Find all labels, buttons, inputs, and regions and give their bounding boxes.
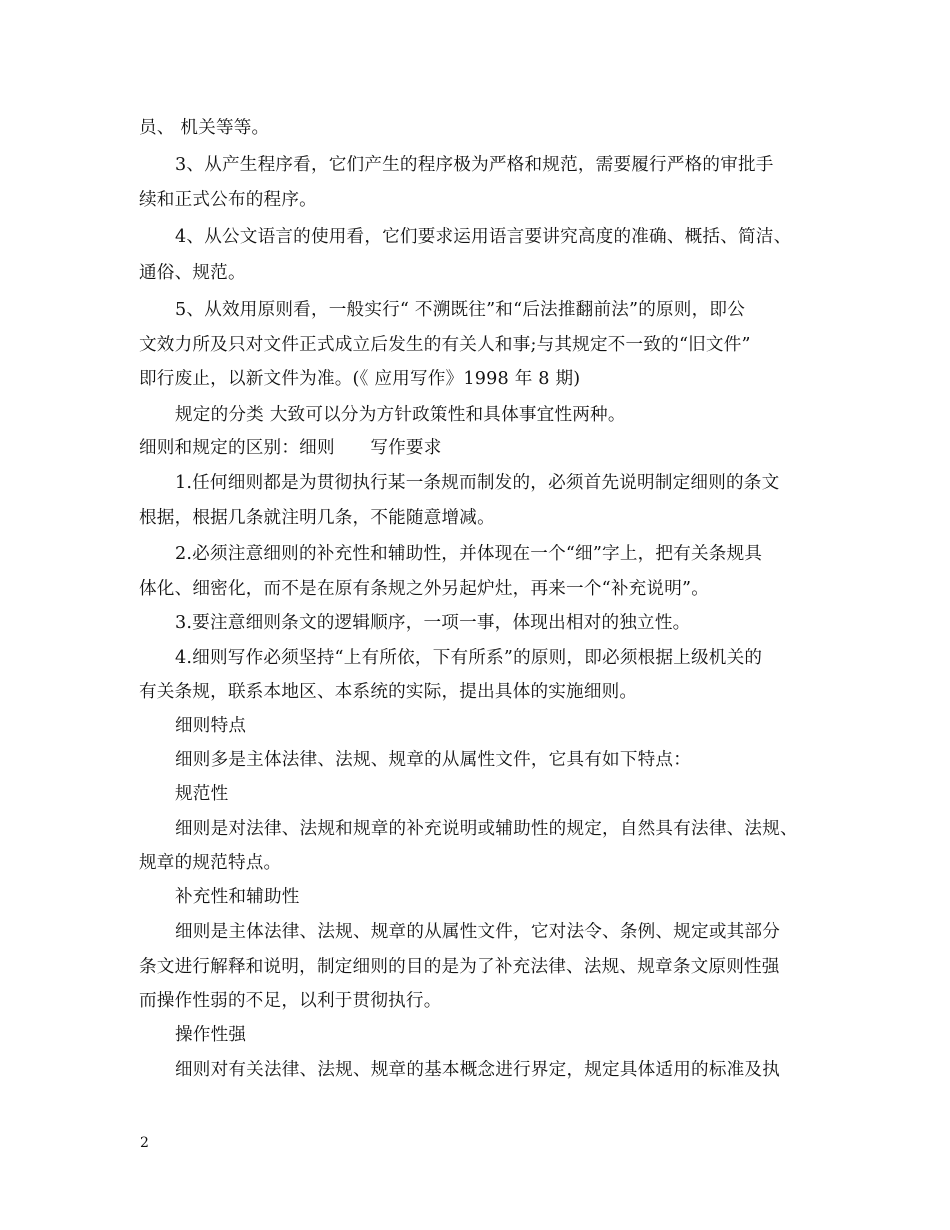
text-line-8: 即行废止，以新文件为准。(《 应用写作》1998 年 8 期) — [139, 369, 581, 389]
text-line-7: 文效力所及只对文件正式成立后发生的有关人和事;与其规定不一致的“旧文件” — [139, 335, 751, 355]
text-line-15: 3.要注意细则条文的逻辑顺序，一项一事，体现出相对的独立性。 — [175, 613, 691, 633]
text-line-5: 通俗、规范。 — [139, 263, 246, 283]
text-line-11: 1.任何细则都是为贯彻执行某一条规而制发的，必须首先说明制定细则的条文 — [175, 473, 780, 493]
text-line-2: 3、从产生程序看，它们产生的程序极为严格和规范，需要履行严格的审批手 — [175, 155, 774, 175]
text-line-21: 细则是对法律、法规和规章的补充说明或辅助性的规定，自然具有法律、法规、 — [175, 819, 798, 839]
text-line-18: 细则特点 — [175, 716, 247, 736]
text-line-23: 补充性和辅助性 — [175, 887, 300, 907]
text-line-16: 4.细则写作必须坚持“上有所依，下有所系”的原则，即必须根据上级机关的 — [175, 648, 763, 668]
text-line-1: 员、 机关等等。 — [139, 118, 270, 138]
text-line-19: 细则多是主体法律、法规、规章的从属性文件，它具有如下特点： — [175, 750, 692, 770]
text-line-27: 操作性强 — [175, 1025, 247, 1045]
text-line-22: 规章的规范特点。 — [139, 853, 282, 873]
text-line-10: 细则和规定的区别：细则 写作要求 — [139, 438, 442, 458]
text-line-9: 规定的分类 大致可以分为方针政策性和具体事宜性两种。 — [175, 405, 626, 425]
text-line-4: 4、从公文语言的使用看，它们要求运用语言要讲究高度的准确、概括、简洁、 — [175, 227, 792, 247]
page-number: 2 — [140, 1135, 149, 1151]
text-line-14: 体化、细密化，而不是在原有条规之外另起炉灶，再来一个“补充说明”。 — [139, 579, 709, 599]
text-line-3: 续和正式公布的程序。 — [139, 190, 317, 210]
text-line-20: 规范性 — [175, 784, 229, 804]
text-line-6: 5、从效用原则看，一般实行“ 不溯既往”和“后法推翻前法”的原则，即公 — [175, 300, 745, 320]
text-line-28: 细则对有关法律、法规、规章的基本概念进行界定，规定具体适用的标准及执 — [175, 1060, 780, 1080]
text-line-24: 细则是主体法律、法规、规章的从属性文件，它对法令、条例、规定或其部分 — [175, 922, 780, 942]
text-line-26: 而操作性弱的不足，以利于贯彻执行。 — [139, 991, 442, 1011]
text-line-25: 条文进行解释和说明，制定细则的目的是为了补充法律、法规、规章条文原则性强 — [139, 957, 780, 977]
text-line-13: 2.必须注意细则的补充性和辅助性，并体现在一个“细”字上，把有关条规具 — [175, 544, 763, 564]
text-line-12: 根据，根据几条就注明几条，不能随意增减。 — [139, 508, 495, 528]
text-line-17: 有关条规，联系本地区、本系统的实际，提出具体的实施细则。 — [139, 682, 638, 702]
